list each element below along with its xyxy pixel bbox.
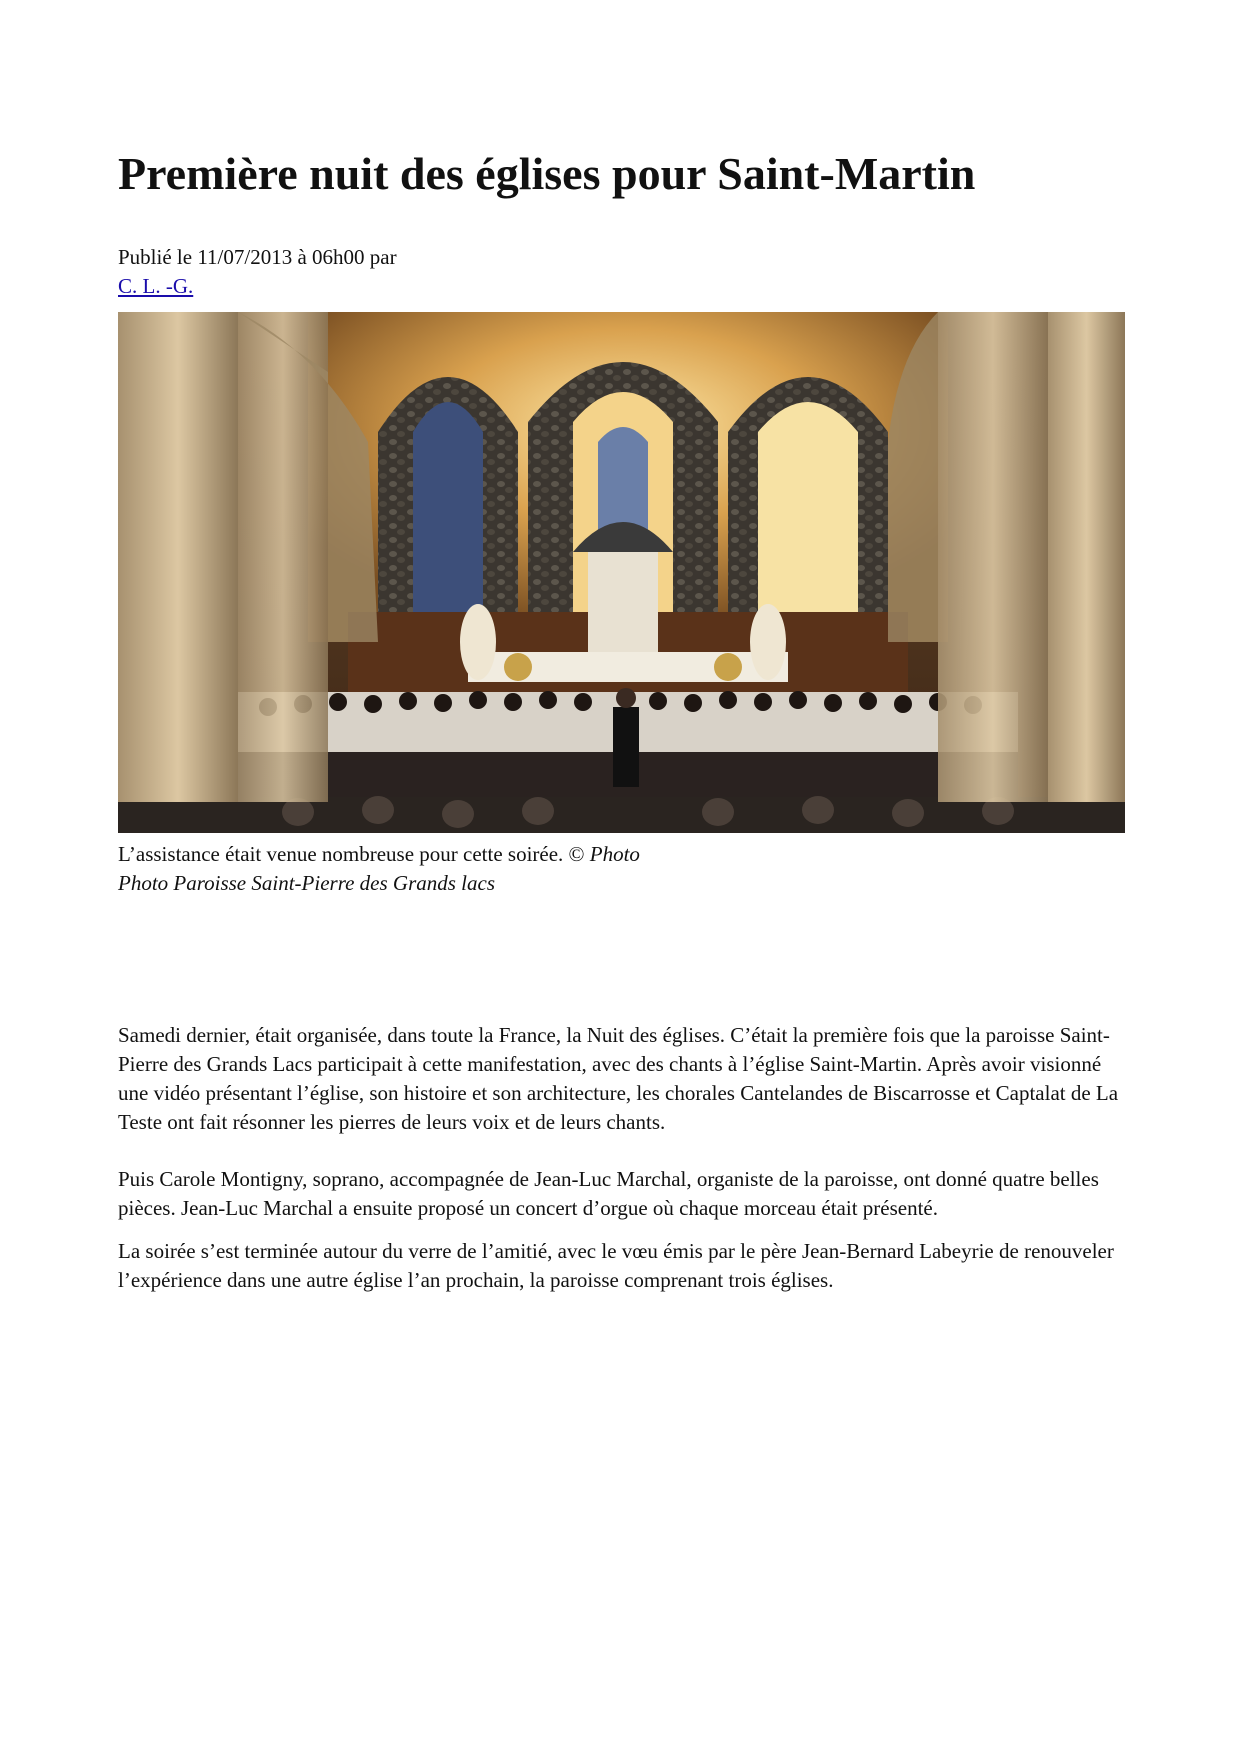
paragraph-3: La soirée s’est terminée autour du verre de l’amitié, avec le vœu émis par le père Jean-Bernard Labeyrie de renouveler l’expérience dans une autre église l’an prochain, la paroisse comprenant trois églises. — [118, 1239, 1114, 1292]
publish-date: Publié le 11/07/2013 à 06h00 par — [118, 245, 397, 269]
caption-credit: Photo Paroisse Saint-Pierre des Grands lacs — [118, 871, 495, 895]
article-body — [118, 1021, 1128, 1295]
caption-credit-prefix: Photo — [589, 842, 640, 866]
caption-text: L’assistance était venue nombreuse pour cette soirée. © — [118, 842, 585, 866]
paragraph-2: Puis Carole Montigny, soprano, accompagnée de Jean-Luc Marchal, organiste de la paroisse, ont donné quatre belles pièces. Jean-Luc Marchal a ensuite proposé un concert d’orgue où chaque morceau était présenté. — [118, 1167, 1099, 1220]
photo-caption — [118, 840, 1125, 898]
article-photo — [118, 312, 1125, 833]
article-meta — [118, 243, 397, 301]
paragraph-1: Samedi dernier, était organisée, dans toute la France, la Nuit des églises. C’était la première fois que la paroisse Saint-Pierre des Grands Lacs participait à cette manifestation, avec des chants à l’église Saint-Martin. Après avoir visionné une vidéo présentant l’église, son histoire et son architecture, les chorales Cantelandes de Biscarrosse et Captalat de La Teste ont fait résonner les pierres de leurs voix et de leurs chants. — [118, 1023, 1119, 1134]
article-title: Première nuit des églises pour Saint-Martin — [118, 148, 976, 199]
author-link[interactable]: C. L. -G. — [118, 274, 194, 298]
